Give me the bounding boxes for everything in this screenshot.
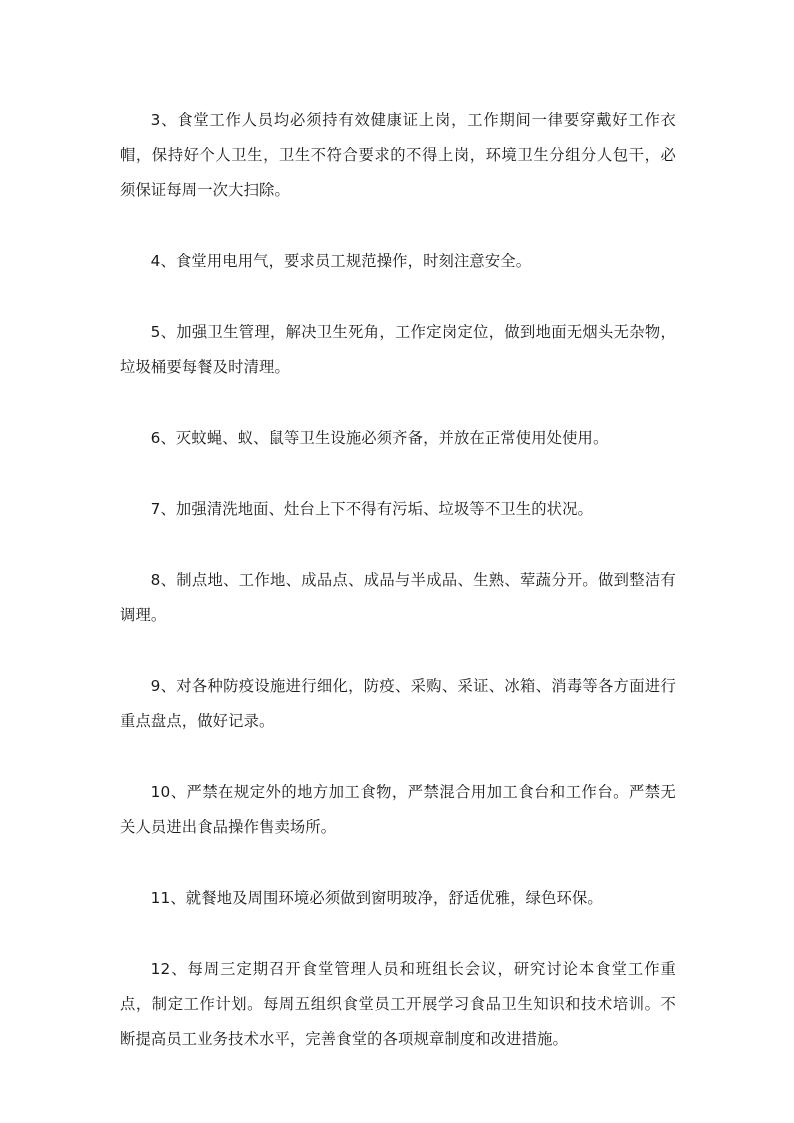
paragraph-rule-11: 11、就餐地及周围环境必须做到窗明玻净，舒适优雅，绿色环保。 <box>150 889 603 907</box>
paragraph-rule-7: 7、加强清洗地面、灶台上下不得有污垢、垃圾等不卫生的状况。 <box>150 500 593 518</box>
paragraph-rule-8: 8、制点地、工作地、成品点、成品与半成品、生熟、荤蔬分开。做到整洁有调理。 <box>120 571 676 624</box>
paragraph-rule-6: 6、灭蚊蝇、蚁、鼠等卫生设施必须齐备，并放在正常使用处使用。 <box>150 429 609 447</box>
paragraph-rule-4: 4、食堂用电用气，要求员工规范操作，时刻注意安全。 <box>150 252 532 270</box>
paragraph-rule-3: 3、食堂工作人员均必须持有效健康证上岗，工作期间一律要穿戴好工作衣帽，保持好个人卫生，卫生不符合要求的不得上岗，环境卫生分组分人包干，必须保证每周一次大扫除。 <box>120 111 676 199</box>
paragraph-rule-10: 10、严禁在规定外的地方加工食物，严禁混合用加工食台和工作台。严禁无关人员进出食品操作售卖场所。 <box>120 783 676 836</box>
document-body <box>120 103 676 1093</box>
paragraph-rule-9: 9、对各种防疫设施进行细化，防疫、采购、采证、冰箱、消毒等各方面进行重点盘点，做好记录。 <box>120 677 676 730</box>
paragraph-rule-5: 5、加强卫生管理，解决卫生死角，工作定岗定位，做到地面无烟头无杂物，垃圾桶要每餐及时清理。 <box>120 323 676 376</box>
paragraph-rule-12: 12、每周三定期召开食堂管理人员和班组长会议，研究讨论本食堂工作重点，制定工作计划。每周五组织食堂员工开展学习食品卫生知识和技术培训。不断提高员工业务技术水平，完善食堂的各项规章制度和改进措施。 <box>120 960 676 1048</box>
